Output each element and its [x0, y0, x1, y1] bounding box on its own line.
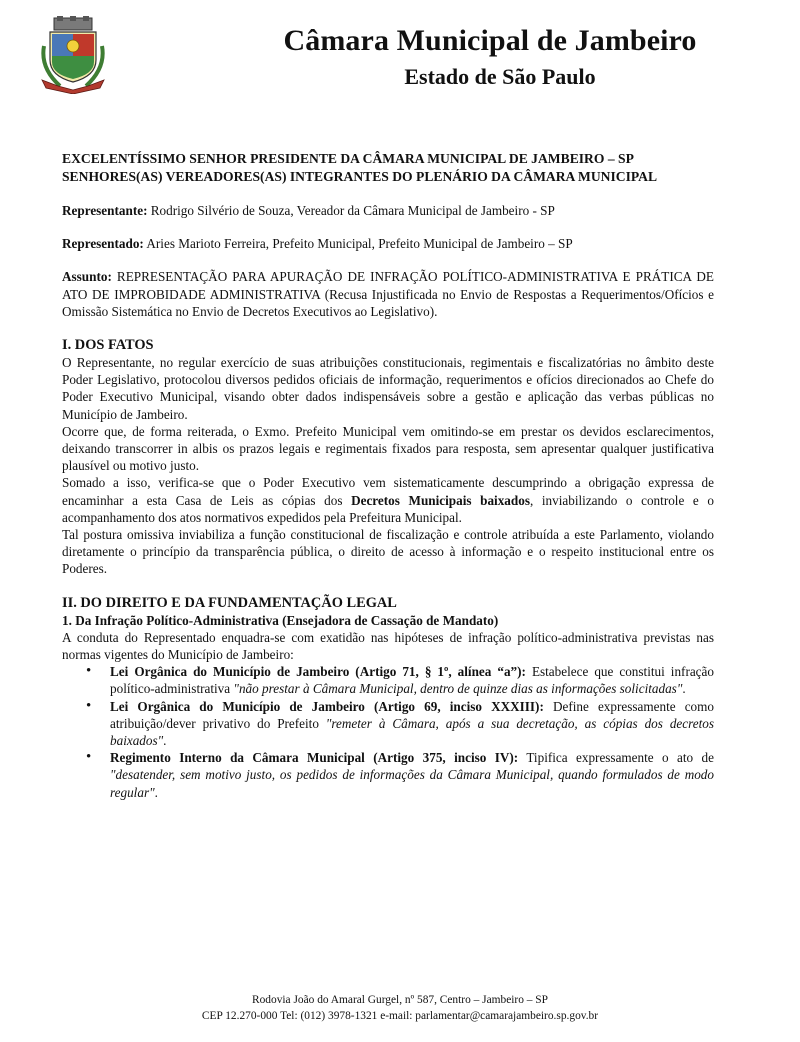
- list-item-quote: "remeter à Câmara, após a sua decretação, as cópias dos decretos baixados": [110, 715, 715, 749]
- representante-label: Representante:: [62, 203, 148, 218]
- list-item: [110, 698, 714, 750]
- page-footer: [100, 992, 700, 1024]
- section-2-intro: A conduta do Representado enquadra-se com exatidão nas hipóteses de infração político-administrativa previstas nas normas vigentes do Município de Jambeiro:: [62, 629, 714, 663]
- list-item-end: .: [682, 681, 686, 697]
- addressee-line-2: SENHORES(AS) VEREADORES(AS) INTEGRANTES DO PLENÁRIO DA CÂMARA MUNICIPAL: [62, 169, 658, 184]
- section-2-subtitle: 1. Da Infração Político-Administrativa (Ensejadora de Cassação de Mandato): [62, 612, 499, 628]
- representante-value: Rodrigo Silvério de Souza, Vereador da Câmara Municipal de Jambeiro - SP: [147, 203, 555, 218]
- list-item-end: .: [163, 733, 167, 749]
- list-item-heading: Lei Orgânica do Município de Jambeiro (Artigo 69, inciso XXXIII):: [110, 698, 544, 714]
- p3-text-after: , inviabilizando o controle e o acompanhamento dos atos normativos expedidos pela Prefeitura Municipal.: [62, 492, 714, 525]
- assunto-label: Assunto:: [62, 269, 112, 285]
- footer-address: Rodovia João do Amaral Gurgel, nº 587, Centro – Jambeiro – SP: [252, 994, 548, 1006]
- section-1-paragraph-2: Ocorre que, de forma reiterada, o Exmo. Prefeito Municipal vem omitindo-se em prestar os devidos esclarecimentos, deixando transcorrer in albis os prazos legais e regimentais fixados para resposta, sem apresentar qualquer justificativa plausível ou motivo justo.: [62, 423, 714, 474]
- list-item: [110, 749, 714, 801]
- list-item-end: .: [154, 784, 158, 800]
- section-1-paragraph-3: [62, 474, 714, 526]
- representado-label: Representado:: [62, 236, 144, 252]
- assunto-line: [62, 268, 714, 320]
- section-1-paragraph-1: O Representante, no regular exercício de suas atribuições constitucionais, regimentais e fiscalizatórias no âmbito deste Poder Legislativo, protocolou diversos pedidos oficiais de informação, requerimentos e ofícios direcionados ao Chefe do Poder Executivo Municipal, visando obter dados indispensáveis sobre a gestão e aplicação das verbas públicas no Município de Jambeiro.: [62, 355, 714, 422]
- section-1-title: I. DOS FATOS: [62, 337, 154, 354]
- list-item-heading: Regimento Interno da Câmara Municipal (Artigo 375, inciso IV):: [110, 750, 519, 766]
- document-body: [62, 150, 714, 801]
- header-subtitle: Estado de São Paulo: [404, 64, 596, 89]
- section-2-title: II. DO DIREITO E DA FUNDAMENTAÇÃO LEGAL: [62, 594, 397, 611]
- section-1-paragraph-4: Tal postura omissiva inviabiliza a função constitucional de fiscalização e controle atribuída a este Parlamento, violando diretamente o princípio da transparência pública, o direito de acesso à informação e o respeito institucional entre os Poderes.: [62, 527, 714, 577]
- header-title: Câmara Municipal de Jambeiro: [283, 24, 697, 57]
- p3-bold-text: Decretos Municipais baixados: [351, 492, 530, 508]
- list-item-heading: Lei Orgânica do Município de Jambeiro (Artigo 71, § 1º, alínea “a”):: [110, 664, 526, 680]
- list-item-quote: "desatender, sem motivo justo, os pedidos de informações da Câmara Municipal, quando formulados de modo regular": [110, 767, 714, 800]
- representante-line: [62, 202, 714, 219]
- representado-value: Aries Marioto Ferreira, Prefeito Municipal, Prefeito Municipal de Jambeiro – SP: [143, 236, 573, 252]
- list-item-text: Define expressamente como atribuição/dever privativo do Prefeito: [110, 698, 714, 731]
- list-item: [110, 663, 714, 697]
- list-item-text: Estabelece que constitui infração político-administrativa: [110, 664, 714, 697]
- list-item-quote: "não prestar à Câmara Municipal, dentro de quinze dias as informações solicitadas": [233, 681, 683, 697]
- coat-of-arms-icon: [38, 16, 108, 94]
- list-item-text: Tipifica expressamente o ato de: [518, 750, 714, 766]
- representado-line: [62, 235, 714, 252]
- assunto-value: REPRESENTAÇÃO PARA APURAÇÃO DE INFRAÇÃO POLÍTICO-ADMINISTRATIVA E PRÁTICA DE ATO DE IMPROBIDADE ADMINISTRATIVA (Recusa Injustificada no Envio de Respostas a Requerimentos/Ofícios e Omissão Sistemática no Envio de Decretos Executivos ao Legislativo).: [62, 269, 714, 319]
- p3-text-before: Somado a isso, verifica-se que o Poder Executivo vem sistematicamente descumprindo a obrigação expressa de encaminhar a esta Casa de Leis as cópias dos: [62, 475, 714, 508]
- footer-contact: CEP 12.270-000 Tel: (012) 3978-1321 e-mail: parlamentar@camarajambeiro.sp.gov.br: [201, 1010, 599, 1022]
- addressee-line-1: EXCELENTÍSSIMO SENHOR PRESIDENTE DA CÂMARA MUNICIPAL DE JAMBEIRO – SP: [62, 151, 634, 166]
- legal-basis-list: [62, 663, 714, 801]
